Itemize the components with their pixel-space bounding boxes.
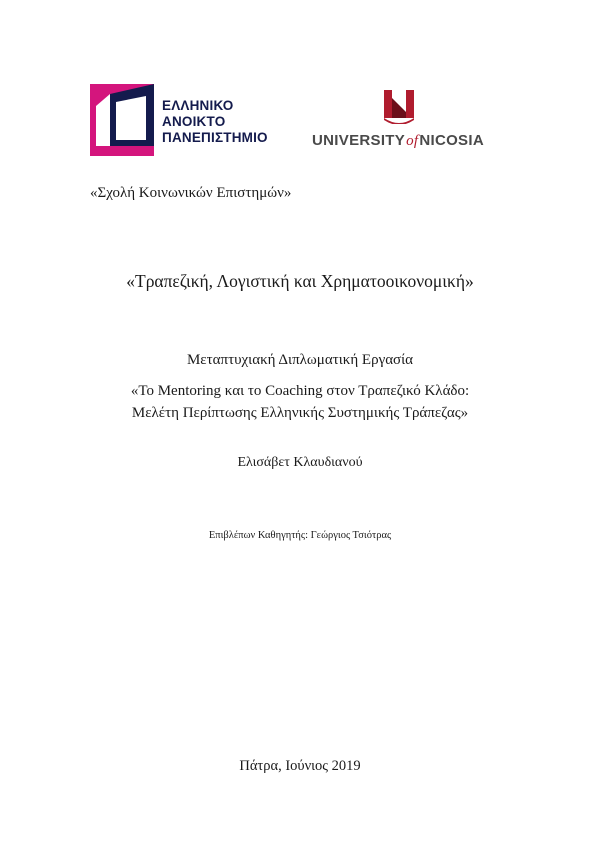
university-of-nicosia-logo (308, 90, 488, 154)
school-name: «Σχολή Κοινωνικών Επιστημών» (90, 185, 292, 201)
unic-logo-word-of: of (406, 133, 419, 149)
author-name: Ελισάβετ Κλαυδιανού (237, 455, 363, 470)
place-and-date: Πάτρα, Ιούνιος 2019 (239, 758, 361, 774)
thesis-title-line-1: «Το Mentoring και το Coaching στον Τραπεζικό Κλάδο: (130, 383, 470, 399)
unic-logo-word-nicosia: NICOSIA (419, 132, 484, 149)
eap-logo-line-1: ΕΛΛΗΝΙΚΟ (162, 98, 234, 113)
thesis-title-line-2: Μελέτη Περίπτωσης Ελληνικής Συστημικής Τράπεζας» (131, 405, 469, 421)
unic-logo-mark-icon (382, 90, 416, 124)
program-title: «Τραπεζική, Λογιστική και Χρηματοοικονομική» (126, 271, 474, 291)
unic-logo-word-university: UNIVERSITY (312, 132, 406, 149)
eap-logo-line-2: ΑΝΟΙΚΤΟ (162, 114, 226, 129)
thesis-type: Μεταπτυχιακή Διπλωματική Εργασία (186, 352, 414, 368)
thesis-title (0, 380, 600, 424)
supervisor-line: Επιβλέπων Καθηγητής: Γεώργιος Τσιότρας (208, 530, 392, 541)
unic-logo-text (308, 132, 488, 150)
hellenic-open-university-logo (90, 84, 280, 156)
eap-logo-mark-icon (90, 84, 154, 156)
eap-logo-line-3: ΠΑΝΕΠΙΣΤΗΜΙΟ (162, 130, 268, 145)
eap-logo-text (162, 98, 268, 146)
